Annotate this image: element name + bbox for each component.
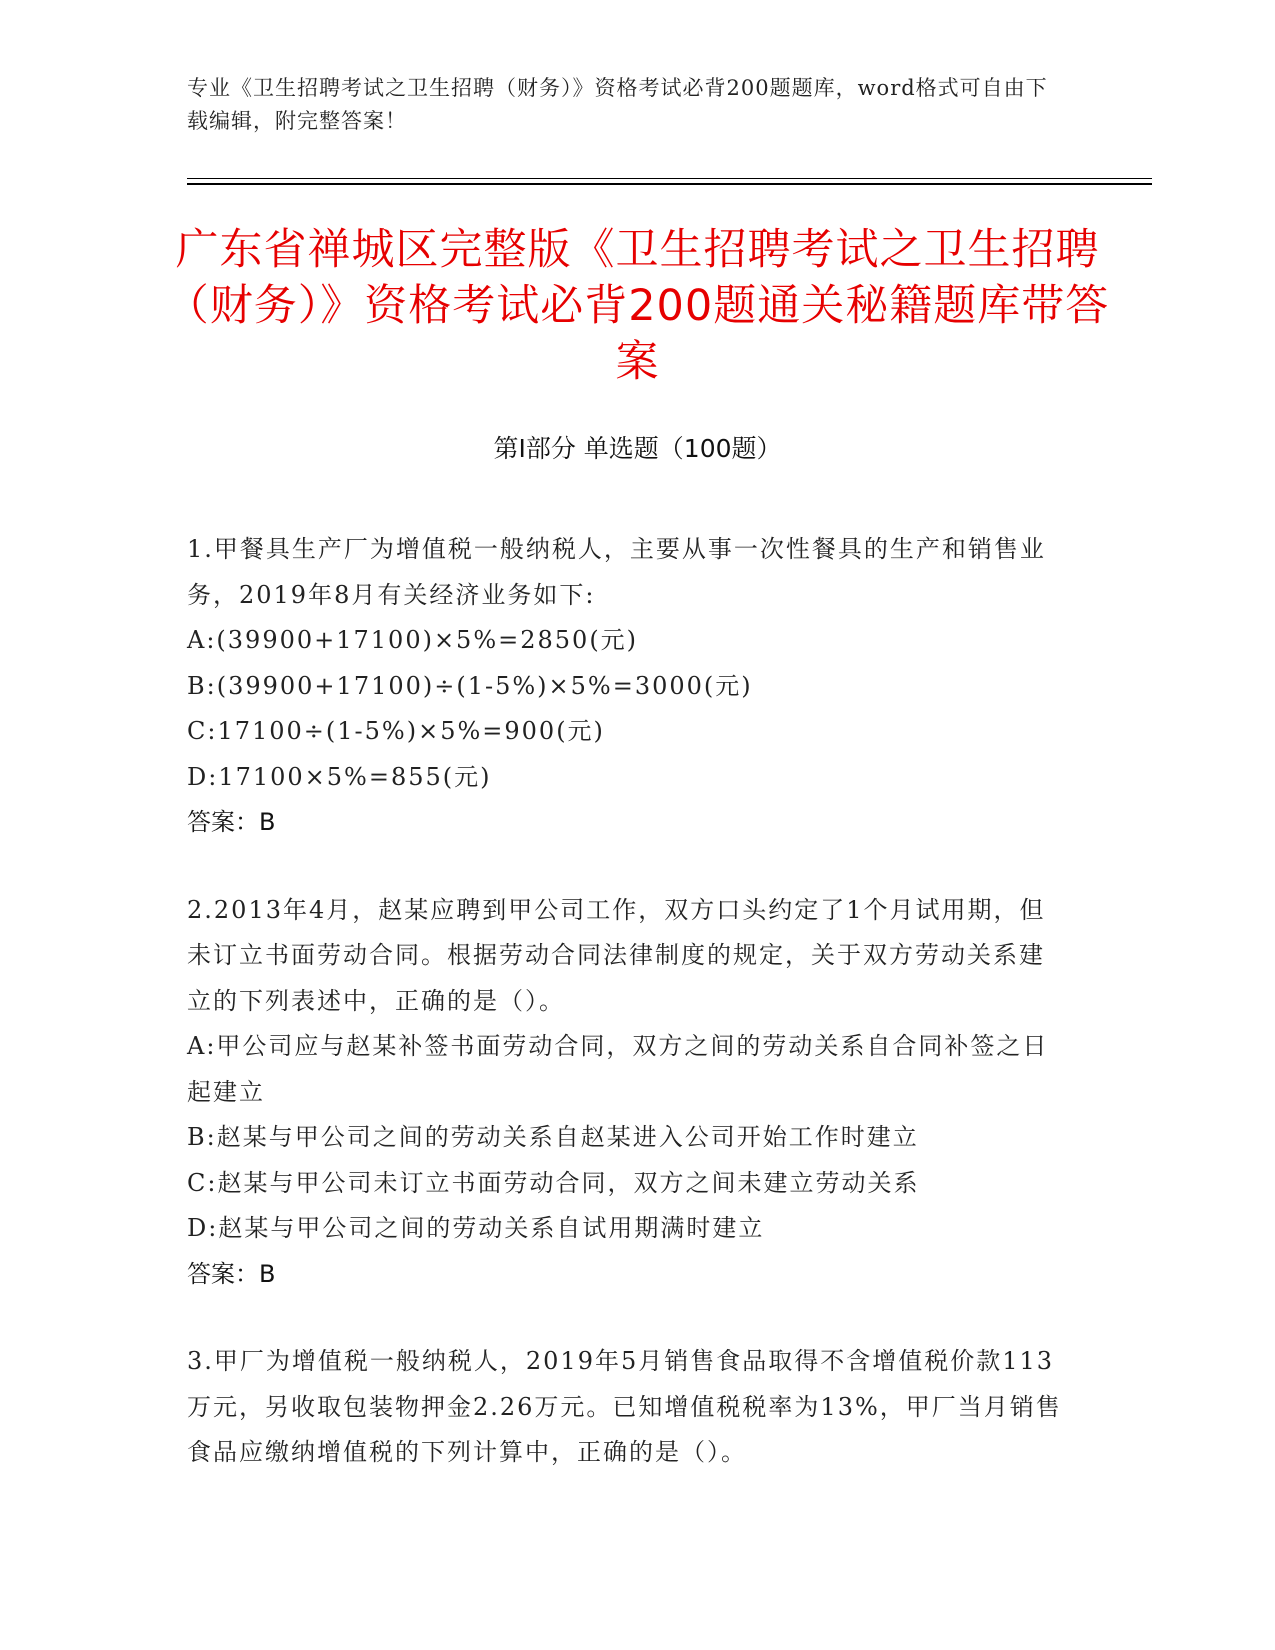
answer: 答案：B: [187, 808, 276, 836]
option-d: D:17100×5%=855(元): [187, 762, 492, 791]
option-d: D:赵某与甲公司之间的劳动关系自试用期满时建立: [187, 1214, 765, 1242]
option-b: B:(39900+17100)÷(1-5%)×5%=3000(元): [187, 671, 753, 700]
document-title: 广东省禅城区完整版《卫生招聘考试之卫生招聘（财务）》资格考试必背200题通关秘籍题库带答案: [165, 225, 1110, 387]
option-a: A:(39900+17100)×5%=2850(元): [187, 626, 639, 654]
option-c: C:赵某与甲公司未订立书面劳动合同，双方之间未建立劳动关系: [187, 1168, 920, 1197]
section-heading: 第I部分 单选题（100题）: [493, 434, 782, 463]
option-b: B:赵某与甲公司之间的劳动关系自赵某进入公司开始工作时建立: [187, 1123, 919, 1151]
header-note: 专业《卫生招聘考试之卫生招聘（财务）》资格考试必背200题题库，word格式可自由下载编辑，附完整答案！: [187, 76, 1048, 133]
answer: 答案：B: [187, 1259, 276, 1288]
header-divider-thick: [187, 183, 1152, 185]
option-a: A:甲公司应与赵某补签书面劳动合同，双方之间的劳动关系自合同补签之日起建立: [187, 1032, 1049, 1106]
option-c: C:17100÷(1-5%)×5%=900(元): [187, 717, 605, 745]
question-1: [187, 527, 1067, 846]
question-stem: 3.甲厂为增值税一般纳税人，2019年5月销售食品取得不含增值税价款113万元，另收取包装物押金2.26万元。已知增值税税率为13%，甲厂当月销售食品应缴纳增值税的下列计算中，正确的是（）。: [187, 1347, 1062, 1466]
question-list: [187, 527, 1067, 1518]
question-stem: 2.2013年4月，赵某应聘到甲公司工作，双方口头约定了1个月试用期，但未订立书面劳动合同。根据劳动合同法律制度的规定，关于双方劳动关系建立的下列表述中，正确的是（）。: [187, 895, 1046, 1015]
question-2: [187, 888, 1067, 1298]
question-3: [187, 1339, 1067, 1476]
question-stem: 1.甲餐具生产厂为增值税一般纳税人，主要从事一次性餐具的生产和销售业务，2019年8月有关经济业务如下:: [187, 535, 1046, 609]
header-divider-thin: [187, 178, 1152, 179]
